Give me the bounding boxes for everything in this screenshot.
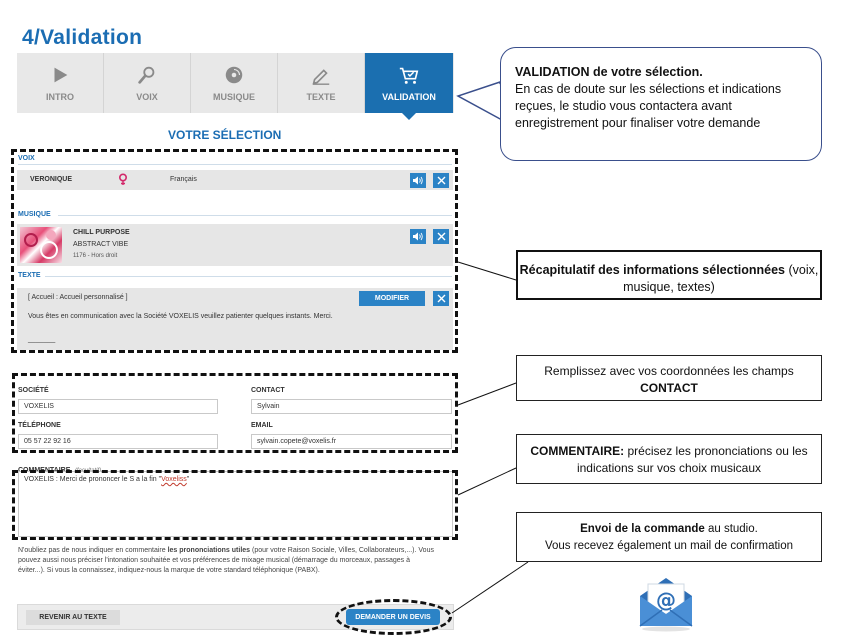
recap-callout bbox=[516, 250, 822, 300]
text-body: Vous êtes en communication avec la Société VOXELIS veuillez patienter quelques instants. Merci. bbox=[28, 313, 333, 320]
section-label-musique: MUSIQUE bbox=[18, 211, 51, 218]
callout-text: En cas de doute sur les sélections et indications reçues, le studio vous contactera avant enregistrement pour finaliser votre demande bbox=[515, 82, 782, 130]
contact-callout bbox=[516, 355, 822, 401]
cart-icon bbox=[398, 64, 420, 86]
modify-text-button[interactable]: MODIFIER bbox=[359, 291, 425, 306]
callout-title: Envoi de la commande bbox=[580, 523, 705, 535]
text-separator: _______ bbox=[28, 336, 56, 343]
note-text-2: (pour votre Raison Sociale, Villes, Collaborateurs,...). Vous pouvez aussi nous préciser l'intonation souhaitée et vos préférences de mixage musical (démarrage du morceaux, passages à éviter...). Si vous la connaissez, indiquez-nous la marque de votre standard téléphonique (PABX). bbox=[18, 547, 434, 574]
callout-text: au studio. bbox=[704, 523, 758, 535]
societe-field[interactable]: VOXELIS bbox=[18, 399, 218, 414]
active-step-caret bbox=[402, 113, 416, 120]
comment-text: VOXELIS : Merci de prononcer le S a la fin " bbox=[24, 476, 162, 483]
contact-highlight bbox=[12, 373, 458, 453]
quote-highlight bbox=[335, 599, 452, 635]
note-bold: les prononciations utiles bbox=[167, 547, 251, 554]
callout-title: COMMENTAIRE: bbox=[530, 444, 625, 458]
tab-validation[interactable] bbox=[365, 53, 453, 113]
callout-text: Remplissez avec vos coordonnées les champs bbox=[544, 364, 794, 378]
validation-callout bbox=[500, 47, 822, 161]
selection-highlight bbox=[11, 149, 458, 353]
pen-icon bbox=[310, 64, 332, 86]
callout-text: précisez les prononciations ou les indications sur vos choix musicaux bbox=[576, 444, 808, 475]
callout-text-2: Vous recevez également un mail de confirmation bbox=[544, 540, 794, 552]
page-title: 4/Validation bbox=[22, 26, 143, 49]
svg-text:@: @ bbox=[656, 588, 676, 612]
callout-title: Récapitulatif des informations sélectionnées bbox=[519, 263, 785, 277]
misspelled-word: Voxeliss bbox=[161, 476, 187, 483]
tab-label: INTRO bbox=[46, 92, 74, 102]
request-quote-button[interactable]: DEMANDER UN DEVIS bbox=[346, 609, 440, 625]
section-label-voix: VOIX bbox=[18, 155, 35, 162]
comment-text-end: " bbox=[186, 476, 190, 483]
email-field[interactable]: sylvain.copete@voxelis.fr bbox=[251, 434, 452, 449]
callout-title: CONTACT bbox=[640, 381, 698, 395]
voice-name: VERONIQUE bbox=[30, 176, 73, 183]
callout-title: VALIDATION de votre sélection. bbox=[515, 65, 703, 79]
music-album: ABSTRACT VIBE bbox=[73, 241, 129, 248]
note-text: N'oubliez pas de nous indiquer en commentaire bbox=[18, 547, 168, 554]
music-title: CHILL PURPOSE bbox=[73, 229, 130, 236]
music-meta: 1176 - Hors droit bbox=[73, 253, 118, 259]
microphone-icon bbox=[136, 64, 158, 86]
callout-text: (voix, musique, textes) bbox=[623, 263, 819, 294]
tab-musique[interactable] bbox=[191, 53, 278, 113]
steps-bar bbox=[17, 53, 454, 113]
text-heading: [ Accueil : Accueil personnalisé ] bbox=[28, 294, 128, 301]
voice-language: Français bbox=[170, 176, 197, 183]
comment-callout bbox=[516, 434, 822, 484]
telephone-label: TÉLÉPHONE bbox=[18, 422, 61, 429]
contact-label: CONTACT bbox=[251, 387, 285, 394]
telephone-field[interactable]: 05 57 22 92 16 bbox=[18, 434, 218, 449]
tab-intro[interactable] bbox=[17, 53, 104, 113]
contact-field[interactable]: Sylvain bbox=[251, 399, 452, 414]
email-label: EMAIL bbox=[251, 422, 273, 429]
tab-label: VOIX bbox=[136, 92, 158, 102]
tab-texte[interactable] bbox=[278, 53, 365, 113]
play-icon bbox=[49, 64, 71, 86]
help-note bbox=[18, 546, 438, 576]
tab-label: MUSIQUE bbox=[212, 92, 255, 102]
back-button[interactable]: REVENIR AU TEXTE bbox=[26, 610, 120, 625]
email-icon bbox=[634, 570, 698, 632]
disc-icon bbox=[223, 64, 245, 86]
tab-voix[interactable] bbox=[104, 53, 191, 113]
comment-highlight bbox=[12, 470, 458, 540]
tab-label: VALIDATION bbox=[382, 92, 436, 102]
societe-label: SOCIÉTÉ bbox=[18, 387, 49, 394]
tab-label: TEXTE bbox=[306, 92, 336, 102]
selection-title: VOTRE SÉLECTION bbox=[168, 128, 282, 142]
send-callout bbox=[516, 512, 822, 562]
section-label-texte: TEXTE bbox=[18, 272, 41, 279]
